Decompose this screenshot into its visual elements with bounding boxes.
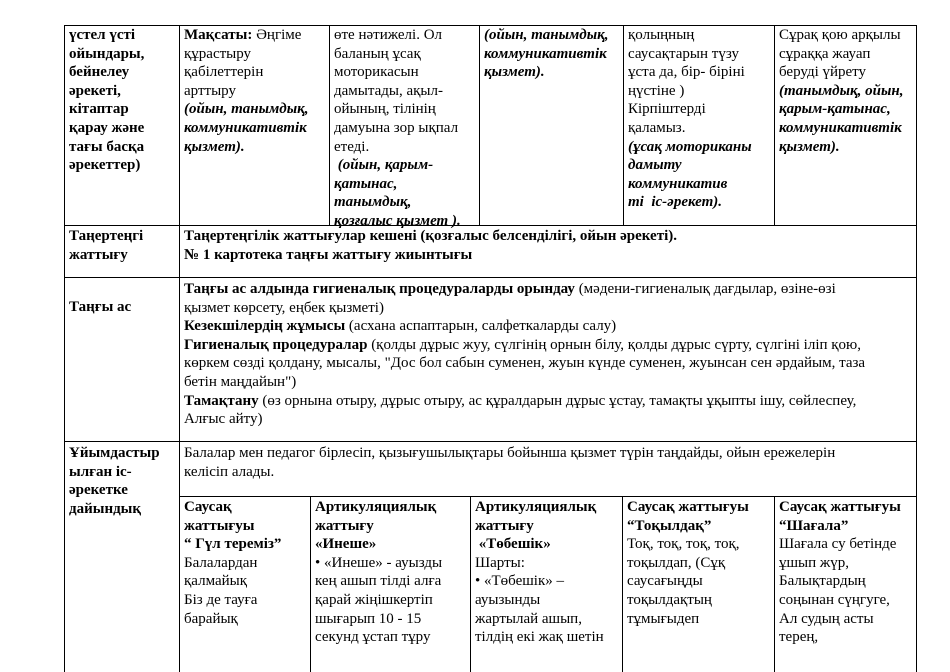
text-line: коммуникативтік — [779, 119, 902, 136]
text-line: Кірпіштерді — [628, 101, 706, 118]
row4-sub5 — [776, 498, 915, 647]
row1-col5 — [625, 26, 773, 212]
text-line: қызмет). — [484, 64, 545, 81]
text-line: Сұрақ қою арқылы — [779, 27, 901, 43]
text-line: қозғалыс қызмет ). — [334, 212, 461, 229]
text-line: тоқылдап, (Сұқ — [627, 554, 726, 571]
text-line: Шарты: — [475, 554, 525, 571]
goal-label: Мақсаты: — [184, 27, 253, 43]
text-line: Ұйымдастыр — [69, 445, 160, 461]
text-line: әрекеті, — [69, 82, 121, 99]
text-line: Біз де тауға — [184, 591, 258, 608]
grid-line — [310, 496, 311, 672]
text-line: “Шағала” — [779, 517, 849, 534]
text-line: құрастыру — [184, 45, 252, 62]
text-line: (ойын, танымдық, — [484, 27, 609, 43]
text-line: Алғыс айту) — [184, 411, 263, 428]
text-line: Таңертеңгілік жаттығулар кешені (қозғалыс белсенділігі, ойын әрекеті). — [184, 228, 677, 244]
text-line: әрекеттер) — [69, 157, 141, 174]
text-line: қарау және — [69, 119, 145, 136]
text-line: бетін маңдайын") — [184, 373, 297, 390]
text-phrase: (өз орнына отыру, дұрыс отыру, ас құралдарын дұрыс ұстау, тамақты ұқыпты ішу, сөйлеспеу, — [258, 392, 857, 409]
text-line: ойындары, — [69, 45, 145, 62]
text-line: ті іс-әрекет). — [628, 194, 722, 211]
text-line: қызмет). — [779, 138, 840, 155]
text-line: Балалардан — [184, 554, 258, 571]
text-line: арттыру — [184, 82, 236, 99]
text-line: Ал судың асты — [779, 610, 874, 627]
row4-label — [66, 444, 178, 518]
grid-line — [64, 225, 917, 226]
text-line: ылған іс- — [69, 463, 132, 480]
grid-line — [64, 277, 917, 278]
text-line: коммуникативтік — [184, 119, 307, 136]
text-phrase: (қолды дұрыс жуу, сүлгінің орнын білу, қолды дұрыс сүрту, сүлгіні іліп қою, — [367, 336, 862, 353]
text-line: терең, — [779, 629, 819, 646]
text-line: “Тоқылдақ” — [627, 517, 712, 534]
row3-label — [66, 298, 178, 317]
text-line: секунд ұстап тұру — [315, 629, 431, 646]
row1-col4 — [481, 26, 622, 82]
text-line: Әңгіме — [252, 27, 302, 43]
text-line: ауызынды — [475, 591, 541, 608]
row1-col1 — [66, 26, 178, 175]
text-line: қарай жіңішкертіп — [315, 591, 433, 608]
grid-line — [623, 25, 624, 225]
text-line: беруді үйрету — [779, 64, 867, 81]
text-line: Тоқ, тоқ, тоқ, тоқ, — [627, 536, 740, 553]
row1-col6 — [776, 26, 915, 156]
text-line: тілдің екі жақ шетін — [475, 629, 604, 646]
bold-phrase: Гигиеналық процедуралар — [184, 336, 368, 353]
text-phrase: (мәдени-гигиеналық дағдылар, өзіне-өзі — [574, 281, 836, 297]
grid-line — [179, 25, 180, 672]
text-line: Таңғы ас — [69, 299, 132, 315]
text-line: дамыту — [628, 157, 682, 174]
text-line: дамытады, ақыл- — [334, 82, 443, 99]
text-line: қарым-қатынас, — [779, 101, 891, 118]
text-line: бейнелеу — [69, 64, 130, 81]
text-line: (ойын, танымдық, — [184, 101, 309, 118]
text-line: «Төбешік» — [475, 536, 551, 553]
text-line: соңынан сүңгуге, — [779, 591, 890, 608]
text-line: Саусақ жаттығуы — [627, 499, 749, 515]
text-line: (танымдық, ойын, — [779, 82, 904, 99]
text-line: Саусақ — [184, 499, 232, 515]
text-line: кітаптар — [69, 101, 129, 118]
grid-line — [774, 25, 775, 225]
text-line: дамуына зор ықпал — [334, 119, 459, 136]
grid-line — [179, 496, 917, 497]
text-line: • «Инеше» - ауызды — [315, 554, 443, 571]
text-line: тоқылдақтың — [627, 591, 712, 608]
text-line: жартылай ашып, — [475, 610, 582, 627]
text-line: барайық — [184, 610, 238, 627]
grid-line — [329, 25, 330, 225]
grid-line — [64, 25, 65, 672]
text-line: • «Төбешік» – — [475, 573, 565, 590]
grid-line — [774, 496, 775, 672]
text-line: саусағыңды — [627, 573, 703, 590]
text-line: ұста да, бір- біріні — [628, 64, 745, 81]
text-line: жаттығу — [475, 517, 534, 534]
text-line: “ Гүл тереміз” — [184, 536, 282, 553]
text-line: етеді. — [334, 138, 370, 155]
text-line: ңүстіне ) — [628, 82, 685, 99]
text-line: шығарып 10 - 15 — [315, 610, 422, 627]
row1-col2 — [181, 26, 328, 156]
text-line: коммуникативтік — [484, 45, 607, 62]
grid-line — [470, 496, 471, 672]
text-line: жаттығу — [315, 517, 374, 534]
text-line: сұраққа жауап — [779, 45, 871, 62]
text-line: Артикуляциялық — [315, 499, 437, 515]
row4-intro — [181, 444, 915, 481]
bold-phrase: Тамақтану — [184, 392, 259, 409]
text-line: ұшып жүр, — [779, 554, 850, 571]
text-line: Балалар мен педагог бірлесіп, қызығушылықтары бойынша қызмет түрін таңдайды, ойын ережелерін — [184, 445, 836, 461]
text-line: дайындық — [69, 500, 142, 517]
grid-line — [64, 441, 917, 442]
grid-line — [622, 496, 623, 672]
text-line: Саусақ жаттығуы — [779, 499, 901, 515]
text-line: қаламыз. — [628, 119, 686, 136]
text-line: Таңертеңгі — [69, 228, 144, 244]
text-line: жаттығуы — [184, 517, 255, 534]
row3-content — [181, 280, 915, 429]
row4-sub3 — [472, 498, 621, 647]
text-line: тұмығыдеп — [627, 610, 700, 627]
text-line: саусақтарын түзу — [628, 45, 739, 62]
text-line: моторикасын — [334, 64, 419, 81]
row2-content — [181, 227, 915, 264]
grid-line — [916, 25, 917, 672]
text-line: қолыңның — [628, 27, 695, 43]
text-line: қатынас, — [334, 175, 398, 192]
text-line: қабілеттерін — [184, 64, 264, 81]
text-line: Артикуляциялық — [475, 499, 597, 515]
text-line: Шағала су бетінде — [779, 536, 897, 553]
text-line: кең ашып тілді алға — [315, 573, 442, 590]
text-line: өте нәтижелі. Ол — [334, 27, 443, 43]
row1-col3 — [331, 26, 478, 231]
text-line: «Инеше» — [315, 536, 377, 553]
row4-sub4 — [624, 498, 773, 628]
text-line: келісіп алады. — [184, 463, 275, 480]
text-line: коммуникатив — [628, 175, 728, 192]
grid-line — [479, 25, 480, 225]
row2-label — [66, 227, 178, 264]
text-line: қалмайық — [184, 573, 248, 590]
text-line: № 1 картотека таңғы жаттығу жиынтығы — [184, 246, 473, 263]
text-line: қызмет). — [184, 138, 245, 155]
row4-sub2 — [312, 498, 469, 647]
text-line: жаттығу — [69, 246, 128, 263]
text-line: үстел үсті — [69, 27, 136, 43]
text-line: (ойын, қарым- — [334, 157, 434, 174]
text-line: әрекетке — [69, 482, 128, 499]
bold-phrase: Кезекшілердің жұмысы — [184, 318, 346, 335]
text-line: қызмет көрсету, еңбек қызметі) — [184, 299, 384, 316]
bold-phrase: Таңғы ас алдында гигиеналық процедураларды орындау — [184, 281, 575, 297]
text-line: баланың ұсақ — [334, 45, 421, 62]
text-line: көркем сөзді қолдану, мысалы, "Дос бол сабын суменен, жуын күнде суменен, жуынсан сен әрдайым, таза — [184, 355, 866, 372]
text-line: танымдық, — [334, 194, 412, 211]
text-line: (ұсақ моториканы — [628, 138, 752, 155]
text-line: Балықтардың — [779, 573, 866, 590]
text-line: тағы басқа — [69, 138, 145, 155]
text-line: ойының, тілінің — [334, 101, 436, 118]
text-phrase: (асхана аспаптарын, салфеткаларды салу) — [345, 318, 617, 335]
row4-sub1 — [181, 498, 309, 628]
